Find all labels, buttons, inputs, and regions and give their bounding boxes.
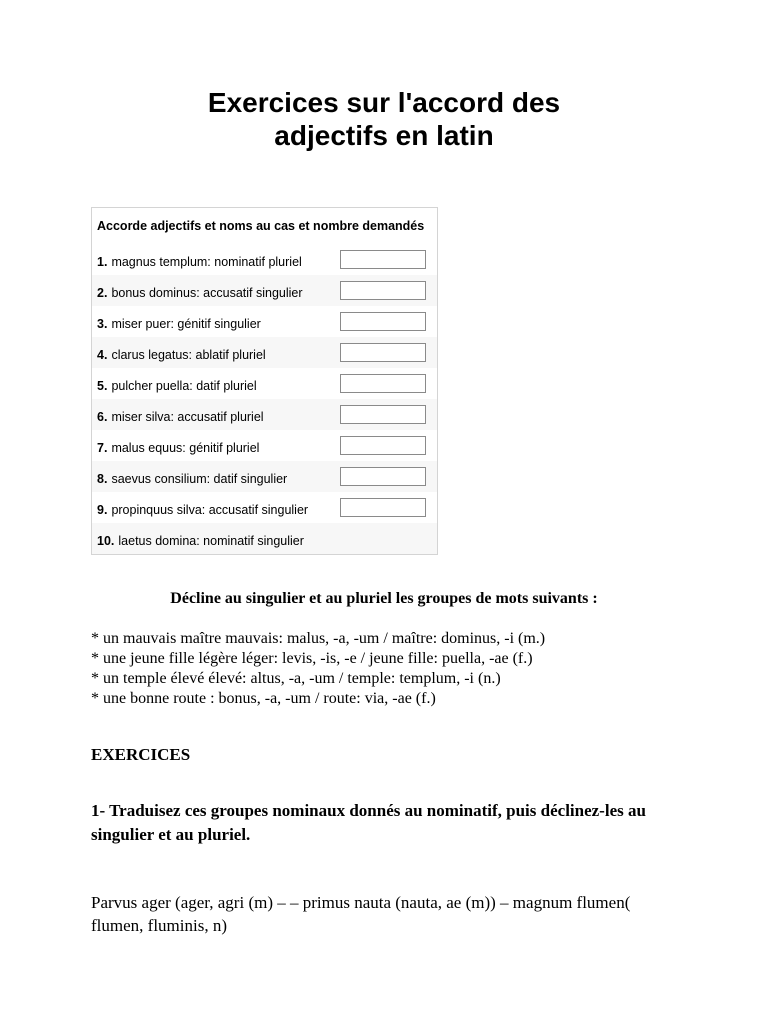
- question-text: [97, 534, 304, 548]
- list-item: * un mauvais maître mauvais: malus, -a, -um / maître: dominus, -i (m.): [91, 630, 546, 647]
- list-item: * un temple élevé élevé: altus, -a, -um / temple: templum, -i (n.): [91, 670, 501, 687]
- question-text: [97, 286, 303, 300]
- question-text: [97, 503, 308, 517]
- quiz-row: [92, 244, 437, 275]
- question-number: 4.: [97, 347, 108, 362]
- page-title-line-2: adjectifs en latin: [274, 120, 494, 151]
- quiz-row: [92, 368, 437, 399]
- answer-input-8[interactable]: [340, 467, 426, 486]
- page-title: [0, 86, 768, 152]
- quiz-row: [92, 523, 437, 554]
- question-text: [97, 317, 261, 331]
- question-label: malus equus: génitif pluriel: [111, 440, 260, 455]
- question-label: saevus consilium: datif singulier: [111, 471, 288, 486]
- quiz-table: [91, 207, 438, 555]
- quiz-row: [92, 275, 437, 306]
- question-number: 10.: [97, 533, 115, 548]
- decline-list: [91, 629, 545, 709]
- page-title-line-1: Exercices sur l'accord des: [207, 87, 561, 118]
- quiz-row: [92, 399, 437, 430]
- question-number: 3.: [97, 316, 108, 331]
- task-body: Parvus ager (ager, agri (m) – – primus nauta (nauta, ae (m)) – magnum flumen( flumen, fluminis, n): [91, 893, 631, 935]
- question-number: 5.: [97, 378, 108, 393]
- question-number: 9.: [97, 502, 108, 517]
- question-number: 1.: [97, 254, 108, 269]
- answer-input-6[interactable]: [340, 405, 426, 424]
- question-label: propinquus silva: accusatif singulier: [111, 502, 309, 517]
- question-text: [97, 255, 302, 269]
- answer-input-7[interactable]: [340, 436, 426, 455]
- answer-input-5[interactable]: [340, 374, 426, 393]
- question-text: [97, 441, 259, 455]
- question-text: [97, 348, 266, 362]
- task-heading: 1- Traduisez ces groupes nominaux donnés au nominatif, puis déclinez-les au singulier et au pluriel.: [91, 801, 646, 844]
- question-label: miser puer: génitif singulier: [111, 316, 261, 331]
- question-number: 7.: [97, 440, 108, 455]
- quiz-row: [92, 461, 437, 492]
- question-label: laetus domina: nominatif singulier: [118, 533, 304, 548]
- question-number: 6.: [97, 409, 108, 424]
- question-label: miser silva: accusatif pluriel: [111, 409, 264, 424]
- question-number: 2.: [97, 285, 108, 300]
- quiz-row: [92, 337, 437, 368]
- question-text: [97, 410, 264, 424]
- decline-heading: Décline au singulier et au pluriel les groupes de mots suivants :: [170, 590, 598, 607]
- quiz-row: [92, 492, 437, 523]
- question-label: clarus legatus: ablatif pluriel: [111, 347, 266, 362]
- list-item: * une jeune fille légère léger: levis, -is, -e / jeune fille: puella, -ae (f.): [91, 650, 533, 667]
- answer-input-9[interactable]: [340, 498, 426, 517]
- question-label: pulcher puella: datif pluriel: [111, 378, 257, 393]
- section-heading: EXERCICES: [91, 745, 191, 764]
- question-label: bonus dominus: accusatif singulier: [111, 285, 303, 300]
- question-text: [97, 472, 287, 486]
- quiz-row: [92, 430, 437, 461]
- answer-input-3[interactable]: [340, 312, 426, 331]
- answer-input-4[interactable]: [340, 343, 426, 362]
- quiz-row: [92, 306, 437, 337]
- question-text: [97, 379, 257, 393]
- answer-input-2[interactable]: [340, 281, 426, 300]
- list-item: * une bonne route : bonus, -a, -um / route: via, -ae (f.): [91, 690, 436, 707]
- quiz-header: Accorde adjectifs et noms au cas et nombre demandés: [97, 219, 425, 233]
- question-label: magnus templum: nominatif pluriel: [111, 254, 302, 269]
- answer-input-1[interactable]: [340, 250, 426, 269]
- question-number: 8.: [97, 471, 108, 486]
